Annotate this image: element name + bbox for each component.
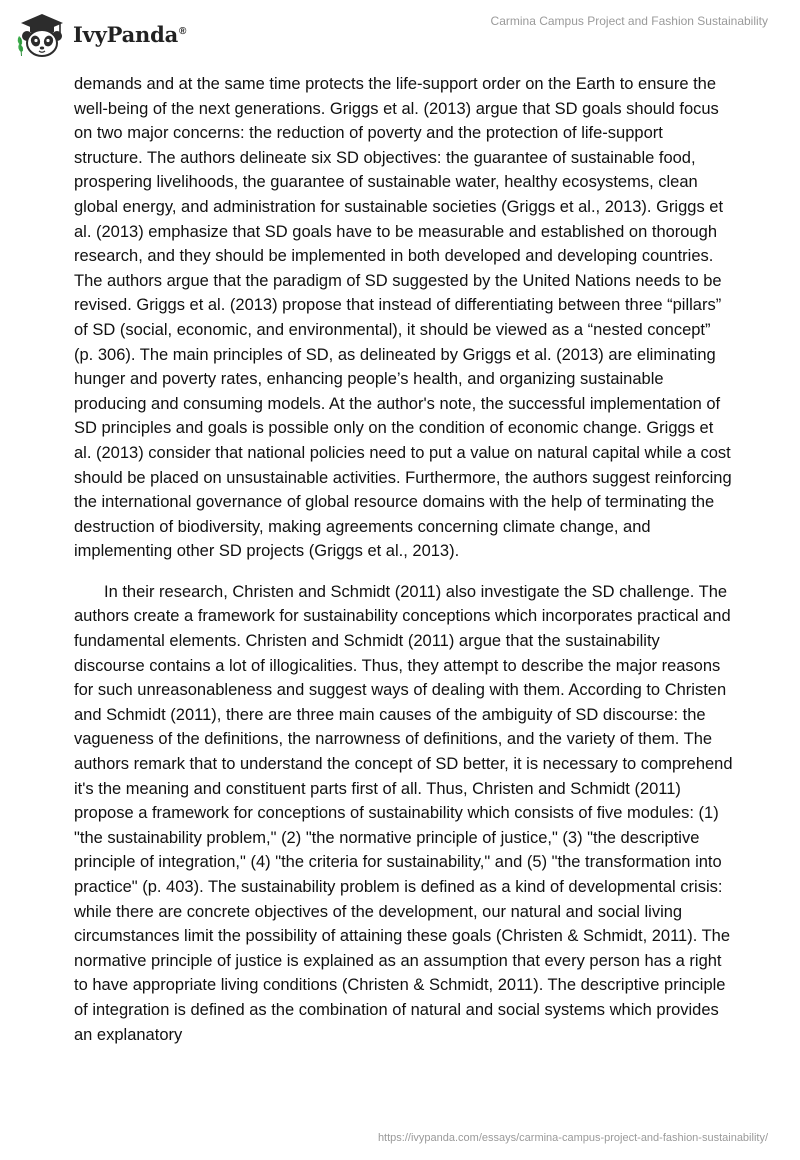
- brand-name: IvyPanda®: [73, 21, 187, 47]
- essay-body: [74, 72, 734, 1063]
- registered-mark: ®: [179, 25, 187, 37]
- ivypanda-logo[interactable]: [16, 8, 186, 58]
- panda-graduation-cap-icon: [16, 8, 68, 58]
- running-title: Carmina Campus Project and Fashion Sustainability: [490, 14, 768, 28]
- paragraph-2: In their research, Christen and Schmidt (2011) also investigate the SD challenge. The authors create a framework for sustainability conceptions which incorporates practical and fundamental elements. Christen and Schmidt (2011) argue that the sustainability discourse contains a lot of illogicalities. Thus, they attempt to describe the major reasons for such unreasonableness and suggest ways of dealing with them. According to Christen and Schmidt (2011), there are three main causes of the ambiguity of SD discourse: the vagueness of the definitions, the narrowness of definitions, and the variety of them. The authors remark that to understand the concept of SD better, it is necessary to comprehend it's the meaning and constituent parts first of all. Thus, Christen and Schmidt (2011) propose a framework for conceptions of sustainability which consists of five modules: (1) "the sustainability problem," (2) "the normative principle of justice," (3) "the descriptive principle of integration," (4) "the criteria for sustainability," and (5) "the transformation into practice" (p. 403). The sustainability problem is defined as a kind of developmental crisis: while there are concrete objectives of the development, our natural and social living circumstances limit the possibility of attaining these goals (Christen & Schmidt, 2011). The normative principle of justice is explained as an assumption that every person has a right to have appropriate living conditions (Christen & Schmidt, 2011). The descriptive principle of integration is defined as the combination of natural and social systems which provides an explanatory: [74, 582, 733, 1044]
- source-url[interactable]: https://ivypanda.com/essays/carmina-campus-project-and-fashion-sustainability/: [377, 1132, 768, 1144]
- page-header: [0, 0, 800, 66]
- paragraph-1: demands and at the same time protects the life-support order on the Earth to ensure the well-being of the next generations. Griggs et al. (2013) argue that SD goals should focus on two major concerns: the reduction of poverty and the protection of life-support structure. The authors delineate six SD objectives: the guarantee of sustainable food, prospering livelihoods, the guarantee of sustainable water, healthy ecosystems, clean global energy, and administration for sustainable societies (Griggs et al., 2013). Griggs et al. (2013) emphasize that SD goals have to be measurable and established on thorough research, and they should be implemented in both developed and developing countries. The authors argue that the paradigm of SD suggested by the United Nations needs to be revised. Griggs et al. (2013) propose that instead of differentiating between three “pillars” of SD (social, economic, and environmental), it should be viewed as a “nested concept” (p. 306). The main principles of SD, as delineated by Griggs et al. (2013) are eliminating hunger and poverty rates, enhancing people’s health, and organizing sustainable producing and consuming models. At the author's note, the successful implementation of SD principles and goals is possible only on the condition of economic change. Griggs et al. (2013) consider that national policies need to put a value on natural capital while a cost should be placed on unsustainable activities. Furthermore, the authors suggest reinforcing the international governance of global resource domains with the help of terminating the destruction of biodiversity, making agreements concerning climate change, and implementing other SD projects (Griggs et al., 2013).: [74, 75, 732, 561]
